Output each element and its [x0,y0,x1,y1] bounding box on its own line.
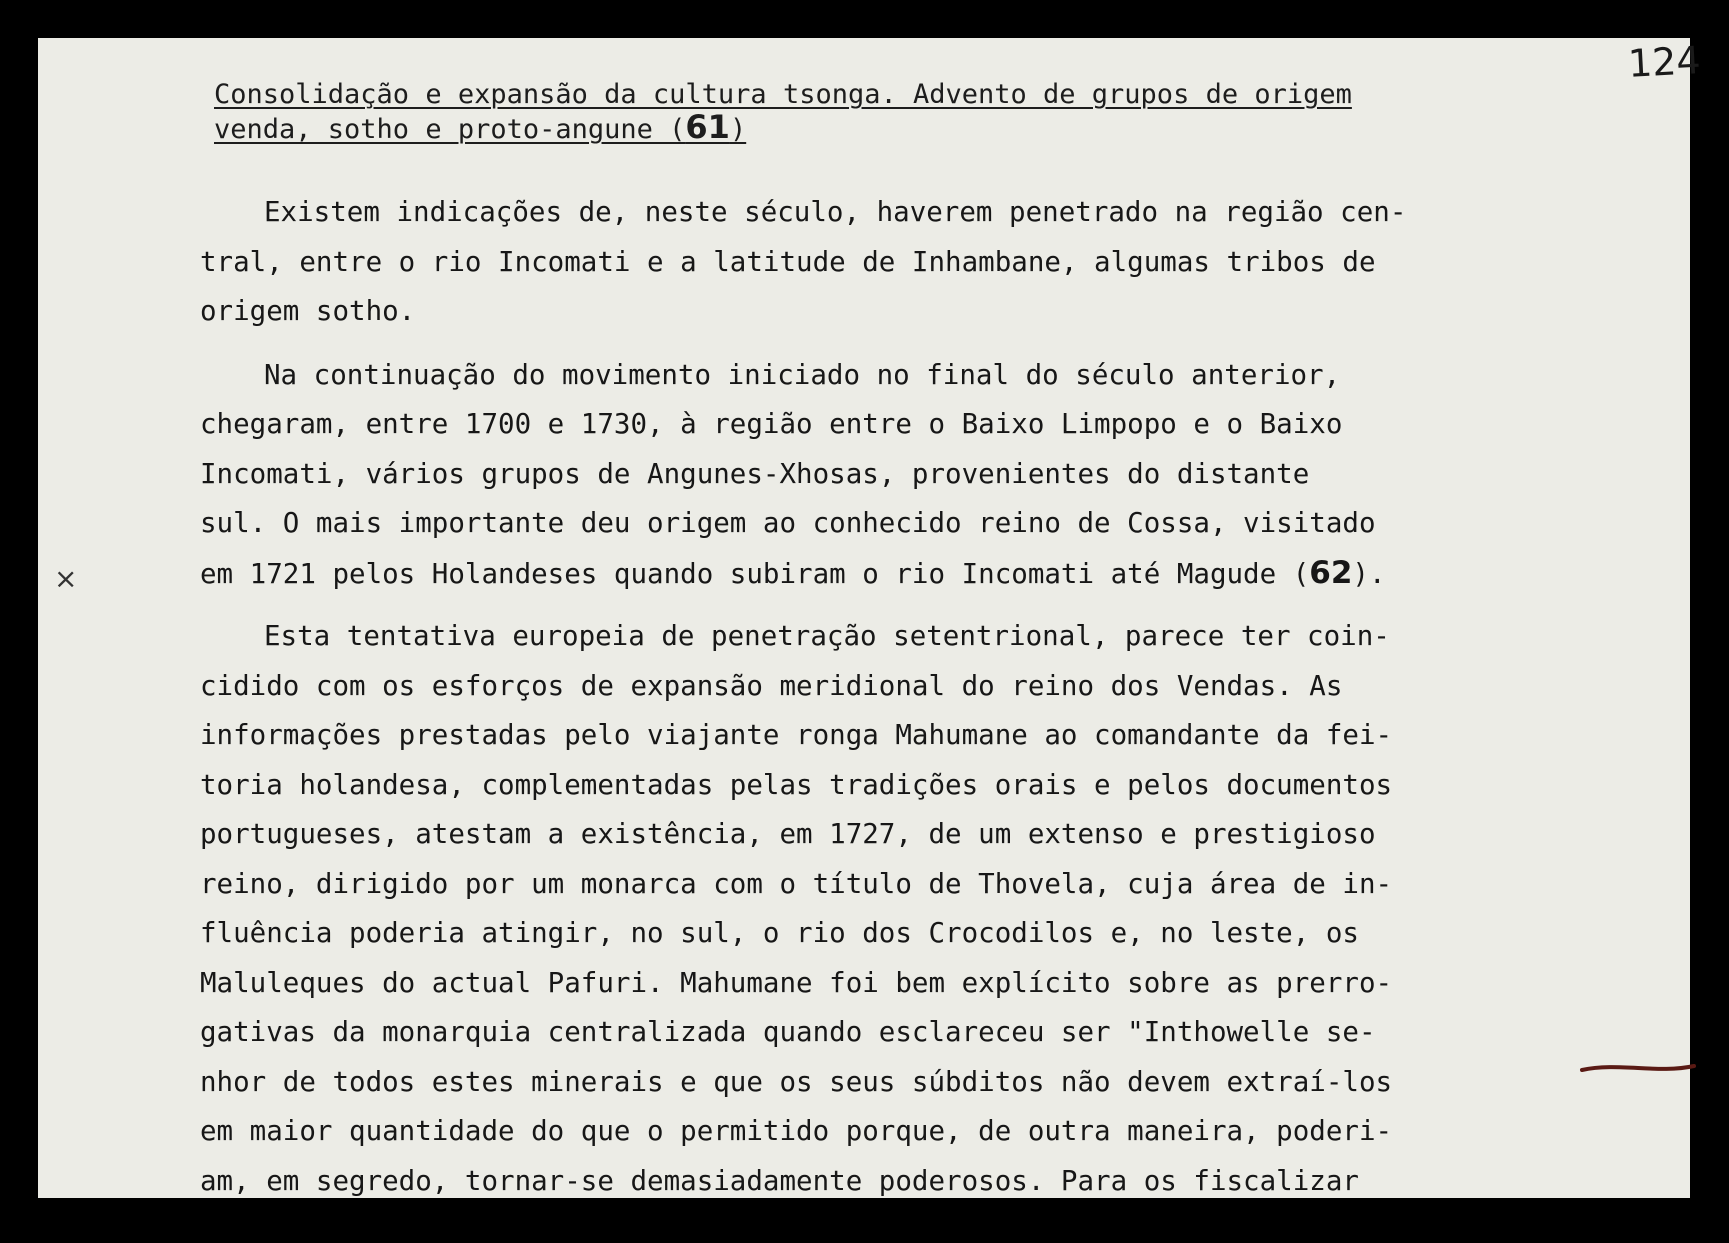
paragraph-line: cidido com os esforços de expansão meridional do reino dos Vendas. As [200,669,1343,702]
footnote-ref-61: 61 [685,108,730,146]
paragraph-last-line [200,549,1690,599]
paragraph-line: chegaram, entre 1700 e 1730, à região entre o Baixo Limpopo e o Baixo [200,408,1343,440]
paragraph-1 [200,188,1690,337]
paragraph-2 [200,351,1690,599]
paragraph-3 [200,612,1690,1206]
section-title [214,78,1714,146]
paragraph-line: sul. O mais importante deu origem ao conhecido reino de Cossa, visitado [200,507,1376,539]
footnote-ref-close: ). [1352,557,1386,590]
handwritten-correction-mark [1578,1058,1698,1078]
title-line-2-text: venda, sotho e proto-angune ( [214,114,686,145]
margin-mark: × [54,562,78,595]
paragraph-line: fluência poderia atingir, no sul, o rio dos Crocodilos e, no leste, os [200,917,1359,949]
paragraph-line: Na continuação do movimento iniciado no final do século anterior, [264,358,1341,391]
paragraph-line: toria holandesa, complementadas pelas tradições orais e pelos documentos [200,768,1393,801]
title-ref-close: ) [729,114,747,145]
paragraph-line: Maluleques do actual Pafuri. Mahumane foi bem explícito sobre as prerro- [200,966,1393,999]
typewritten-page [38,38,1702,1198]
paragraph-line: portugueses, atestam a existência, em 1727, de um extenso e prestigioso [200,818,1376,850]
title-line-1: Consolidação e expansão da cultura tsonga. Advento de grupos de origem [214,79,1352,110]
title-line-2 [214,108,1714,146]
paragraph-line: gativas da monarquia centralizada quando esclareceu ser "Inthowelle se- [200,1016,1376,1048]
paragraph-line: informações prestadas pelo viajante ronga Mahumane ao comandante da fei- [200,719,1393,751]
page-number: 124 [1626,38,1702,86]
paragraph-line: tral, entre o rio Incomati e a latitude de Inhambane, algumas tribos de [200,245,1376,278]
body-text [200,188,1690,1220]
paragraph-line: Incomati, vários grupos de Angunes-Xhosas, provenientes do distante [200,457,1310,490]
paragraph-line: Esta tentativa europeia de penetração setentrional, parece ter coin- [264,620,1390,652]
footnote-ref-62: 62 [1309,554,1353,591]
paragraph-line: nhor de todos estes minerais e que os seus súbditos não devem extraí-los [200,1065,1393,1098]
paragraph-line: Existem indicações de, neste século, haverem penetrado na região cen- [264,196,1407,228]
paragraph-line: reino, dirigido por um monarca com o título de Thovela, cuja área de in- [200,867,1393,900]
paragraph-line: origem sotho. [200,295,416,327]
paragraph-line: em maior quantidade do que o permitido porque, de outra maneira, poderi- [200,1115,1393,1147]
paragraph-line: am, em segredo, tornar-se demasiadamente poderosos. Para os fiscalizar [200,1164,1359,1197]
paragraph-line-text: em 1721 pelos Holandeses quando subiram o rio Incomati até Magude ( [200,557,1310,590]
